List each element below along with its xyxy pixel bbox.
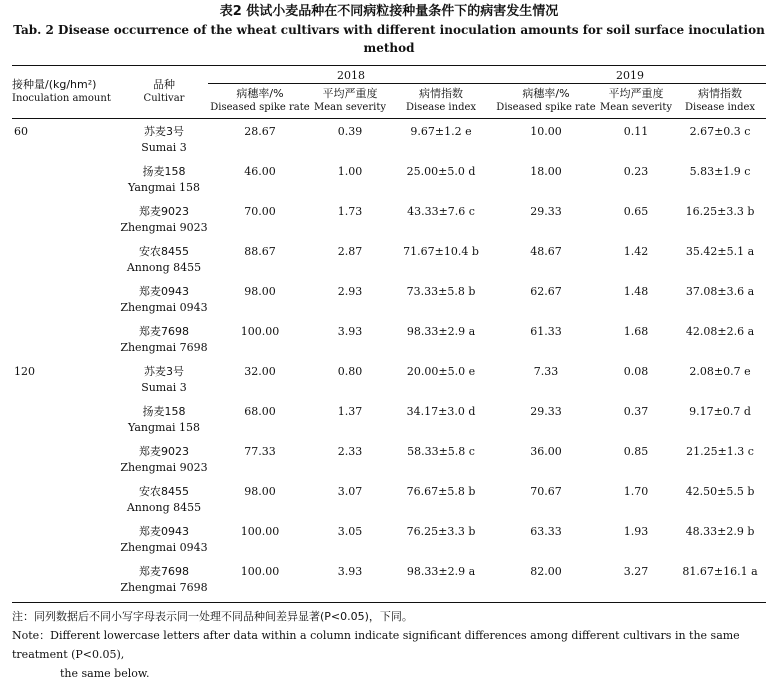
cell-value: 0.11 <box>623 125 649 138</box>
cell-cultivar: 郑麦0943 Zhengmai 0943 <box>120 285 208 314</box>
cell-value: 28.67 <box>244 125 276 138</box>
header-year-2018: 2018 <box>208 66 494 84</box>
table-row <box>12 162 766 202</box>
cell-value: 35.42±5.1 a <box>685 245 755 258</box>
cell-value: 20.00±5.0 e <box>406 365 476 378</box>
cell-value: 82.00 <box>530 565 562 578</box>
note-zh: 注：同列数据后不同小写字母表示同一处理不同品种间差异显著(P<0.05)，下同。 <box>12 610 413 623</box>
cell-value: 1.42 <box>623 245 649 258</box>
cell-value: 63.33 <box>530 525 562 538</box>
table-notes <box>12 607 766 683</box>
note-en-cont: the same below. <box>60 667 150 680</box>
cell-value: 0.08 <box>623 365 649 378</box>
cell-value: 2.08±0.7 e <box>689 365 751 378</box>
cell-amount <box>12 322 120 362</box>
cell-value: 100.00 <box>240 325 280 338</box>
header-col-2: 病情指数 Disease index <box>405 87 477 113</box>
cell-value: 98.33±2.9 a <box>406 565 476 578</box>
cell-amount: 60 <box>14 125 28 138</box>
disease-table <box>12 65 766 603</box>
cell-amount <box>12 522 120 562</box>
cell-value: 2.87 <box>337 245 363 258</box>
cell-cultivar: 安农8455 Annong 8455 <box>126 245 202 274</box>
cell-value: 48.33±2.9 b <box>685 525 755 538</box>
cell-value: 3.93 <box>337 325 363 338</box>
cell-value: 98.33±2.9 a <box>406 325 476 338</box>
cell-value: 3.27 <box>623 565 649 578</box>
cell-cultivar: 安农8455 Annong 8455 <box>126 485 202 514</box>
cell-value: 1.48 <box>623 285 649 298</box>
cell-value: 2.93 <box>337 285 363 298</box>
header-col-5: 病情指数 Disease index <box>684 87 756 113</box>
cell-value: 21.25±1.3 c <box>686 445 754 458</box>
table-row <box>12 482 766 522</box>
cell-value: 42.08±2.6 a <box>685 325 755 338</box>
cell-value: 1.68 <box>623 325 649 338</box>
cell-value: 2.67±0.3 c <box>689 125 751 138</box>
cell-value: 70.67 <box>530 485 562 498</box>
table-row <box>12 282 766 322</box>
cell-value: 29.33 <box>530 405 562 418</box>
cell-value: 100.00 <box>240 525 280 538</box>
cell-value: 42.50±5.5 b <box>685 485 755 498</box>
table-row <box>12 362 766 402</box>
cell-value: 0.80 <box>337 365 363 378</box>
cell-cultivar: 郑麦0943 Zhengmai 0943 <box>120 525 208 554</box>
cell-value: 16.25±3.3 b <box>685 205 755 218</box>
cell-value: 5.83±1.9 c <box>689 165 751 178</box>
cell-cultivar: 苏麦3号 Sumai 3 <box>141 365 187 394</box>
cell-value: 100.00 <box>240 565 280 578</box>
cell-cultivar: 郑麦7698 Zhengmai 7698 <box>120 325 208 354</box>
table-row <box>12 562 766 603</box>
cell-value: 0.37 <box>623 405 649 418</box>
cell-amount <box>12 282 120 322</box>
cell-value: 1.70 <box>623 485 649 498</box>
cell-value: 0.39 <box>337 125 363 138</box>
cell-value: 77.33 <box>244 445 276 458</box>
cell-value: 7.33 <box>533 365 559 378</box>
cell-value: 2.33 <box>337 445 363 458</box>
table-row <box>12 402 766 442</box>
table-caption-zh: 表2 供试小麦品种在不同病粒接种量条件下的病害发生情况 <box>219 4 559 19</box>
cell-amount <box>12 162 120 202</box>
table-row <box>12 522 766 562</box>
cell-value: 71.67±10.4 b <box>403 245 479 258</box>
cell-value: 81.67±16.1 a <box>682 565 758 578</box>
cell-value: 34.17±3.0 d <box>406 405 476 418</box>
cell-cultivar: 郑麦9023 Zhengmai 9023 <box>120 205 208 234</box>
cell-value: 0.23 <box>623 165 649 178</box>
cell-amount: 120 <box>14 365 35 378</box>
cell-value: 68.00 <box>244 405 276 418</box>
cell-value: 1.00 <box>337 165 363 178</box>
cell-value: 10.00 <box>530 125 562 138</box>
header-amount: 接种量/(kg/hm²) Inoculation amount <box>12 66 120 119</box>
cell-amount <box>12 562 120 603</box>
cell-value: 48.67 <box>530 245 562 258</box>
cell-value: 43.33±7.6 c <box>407 205 475 218</box>
table-row <box>12 202 766 242</box>
header-col-4: 平均严重度 Mean severity <box>600 87 673 113</box>
cell-value: 0.85 <box>623 445 649 458</box>
cell-amount <box>12 482 120 522</box>
cell-amount <box>12 442 120 482</box>
table-row <box>12 442 766 482</box>
header-col-1: 平均严重度 Mean severity <box>313 87 386 113</box>
cell-amount <box>12 402 120 442</box>
table-row <box>12 242 766 282</box>
cell-value: 1.37 <box>337 405 363 418</box>
cell-value: 9.67±1.2 e <box>410 125 472 138</box>
cell-value: 1.93 <box>623 525 649 538</box>
cell-value: 73.33±5.8 b <box>406 285 476 298</box>
cell-cultivar: 郑麦9023 Zhengmai 9023 <box>120 445 208 474</box>
cell-value: 3.93 <box>337 565 363 578</box>
cell-amount <box>12 242 120 282</box>
cell-value: 61.33 <box>530 325 562 338</box>
header-cultivar: 品种 Cultivar <box>120 66 208 119</box>
header-col-0: 病穗率/% Diseased spike rate <box>210 87 310 113</box>
cell-value: 3.05 <box>337 525 363 538</box>
cell-value: 98.00 <box>244 485 276 498</box>
cell-value: 76.25±3.3 b <box>406 525 476 538</box>
table-caption-en: Tab. 2 Disease occurrence of the wheat cultivars with different inoculation amounts for soil surface inoculation method <box>13 23 765 55</box>
cell-value: 58.33±5.8 c <box>407 445 475 458</box>
cell-cultivar: 扬麦158 Yangmai 158 <box>127 405 201 434</box>
header-year-2019: 2019 <box>494 66 766 84</box>
cell-value: 3.07 <box>337 485 363 498</box>
cell-cultivar: 郑麦7698 Zhengmai 7698 <box>120 565 208 594</box>
cell-value: 18.00 <box>530 165 562 178</box>
cell-amount <box>12 202 120 242</box>
cell-value: 29.33 <box>530 205 562 218</box>
cell-value: 1.73 <box>337 205 363 218</box>
cell-value: 98.00 <box>244 285 276 298</box>
cell-cultivar: 扬麦158 Yangmai 158 <box>127 165 201 194</box>
header-col-3: 病穗率/% Diseased spike rate <box>496 87 596 113</box>
table-row <box>12 322 766 362</box>
note-en: Note：Different lowercase letters after data within a column indicate significant differences among different cultivars in the same treatment (P<0.05), <box>12 629 740 661</box>
cell-value: 9.17±0.7 d <box>689 405 751 418</box>
cell-value: 0.65 <box>623 205 649 218</box>
cell-value: 46.00 <box>244 165 276 178</box>
cell-cultivar: 苏麦3号 Sumai 3 <box>141 125 187 154</box>
cell-value: 88.67 <box>244 245 276 258</box>
cell-value: 37.08±3.6 a <box>685 285 755 298</box>
cell-value: 25.00±5.0 d <box>406 165 476 178</box>
cell-value: 76.67±5.8 b <box>406 485 476 498</box>
cell-value: 36.00 <box>530 445 562 458</box>
cell-value: 32.00 <box>244 365 276 378</box>
table-row <box>12 119 766 163</box>
cell-value: 62.67 <box>530 285 562 298</box>
cell-value: 70.00 <box>244 205 276 218</box>
